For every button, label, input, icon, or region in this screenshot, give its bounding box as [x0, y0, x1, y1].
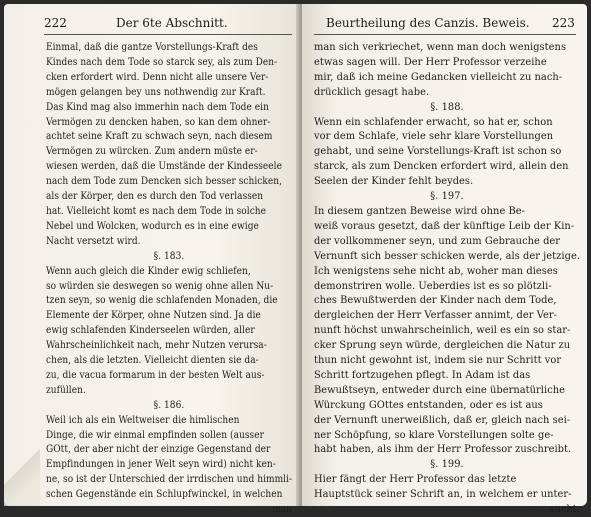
text-line: wiesen werden, daß die Umstände der Kindesseele [46, 160, 282, 173]
text-line: Dinge, die wir einmal empfinden sollen (ausser [46, 428, 264, 441]
text-line: Nacht versetzt wird. [46, 234, 141, 247]
text-line: nunft höchst unwahrscheinlich, weil es ein so star- [314, 324, 571, 337]
text-line: ches Bewußtwerden der Kinder nach dem Tode, [314, 294, 557, 307]
text-line: mögen gelangen bey uns nothwendig zur Kraft. [46, 85, 266, 98]
text-line: drücklich gesagt habe. [314, 85, 430, 98]
text-line: chen, als die letzten. Vielleicht dienten sie da- [46, 354, 259, 367]
text-line: Ich wenigstens sehe nicht ab, woher man dieses [314, 264, 558, 277]
text-line: Wahrscheinlichkeit nach, mehr Nutzen verursa- [46, 339, 267, 352]
text-line: Vernunft sich besser schicken werde, als der jetzige. [314, 249, 581, 262]
text-line: GOtt, der aber nicht der einzige Gegenstand der [46, 443, 271, 456]
text-line: sucht, [549, 503, 580, 516]
text-line: Bewußtseyn, entweder durch eine übernatürliche [314, 383, 566, 396]
right-page [302, 4, 587, 516]
text-line: Wenn auch gleich die Kinder ewig schliefen, [46, 264, 251, 277]
text-line: vor dem Schlafe, viele sehr klare Vorstellungen [314, 130, 554, 143]
text-line: ner Schöpfung, so klare Vorstellungen solte ge- [314, 428, 554, 441]
text-line: Das Kind mag also immerhin nach dem Tode ein [46, 100, 269, 113]
text-line: Weil ich als ein Weltweiser die himlischen [46, 413, 240, 426]
text-line: zu, die vacua formarum in der besten Welt aus- [46, 368, 265, 381]
text-line: Hauptstück seiner Schrift an, in welchem er unter- [314, 488, 572, 501]
text-line: cker Sprung seyn würde, dergleichen die Natur zu [314, 339, 571, 352]
text-line: der vollkommener seyn, und zum Gebrauche der [314, 234, 561, 247]
text-line: Würckung GOttes entstanden, oder es ist aus [314, 398, 543, 411]
text-line: Schritt fortzugehen pflegt. In Adam ist das [314, 368, 531, 381]
page-number: 222 [44, 16, 67, 30]
text-line: Seelen der Kinder fehlt beydes. [314, 175, 474, 188]
text-line: tzen seyn, so wenig die schlafenden Monaden, die [46, 294, 278, 307]
text-line: hat. Vielleicht komt es nach dem Tode in solche [46, 204, 267, 217]
text-line: Einmal, daß die gantze Vorstellungs-Kraft des [46, 41, 258, 53]
text-line: als der Körper, den es durch den Tod verlassen [46, 190, 264, 203]
text-line: der Vernunft unerweißlich, daß er, gleich nach sei- [314, 413, 571, 426]
text-line: Empfindungen in jener Welt seyn wird) nicht ken- [46, 458, 276, 471]
running-head: Der 6te Abschnitt. [116, 16, 228, 30]
text-line: zufüllen. [46, 383, 86, 396]
text-line: habt haben, als ihm der Herr Professor zuschreibt. [314, 443, 572, 456]
open-book [4, 4, 587, 516]
text-line: gehabt, und seine Vorstellungs-Kraft ist schon so [314, 145, 562, 158]
header-rule [44, 34, 292, 35]
text-line: ne, so ist der Unterschied der irrdischen und himmli- [46, 473, 293, 486]
text-line: schen Gegenstände ein Schlupfwinckel, in welchen [46, 488, 283, 501]
text-line: Vermögen zu dencken haben, so kan dem ohner- [46, 115, 271, 128]
text-line: thun nicht gewohnt ist, indem sie nur Schritt vor [314, 354, 562, 367]
text-line: dergleichen der Herr Verfasser annimt, der Ver- [314, 309, 557, 322]
text-line: cken erfordert wird. Denn nicht alle unsere Ver- [46, 70, 269, 83]
header-rule [314, 34, 576, 35]
section-heading: §. 188. [430, 100, 464, 113]
text-line: In diesem gantzen Beweise wird ohne Be- [314, 204, 526, 217]
section-heading: §. 183. [153, 249, 185, 262]
page-curl [4, 446, 40, 506]
text-line: mir, daß ich meine Gedancken vielleicht zu nach- [314, 70, 563, 83]
left-page [4, 4, 300, 516]
page-body [314, 40, 580, 517]
text-line: Elemente der Körper, ohne Nutzen sind. Ja die [46, 309, 261, 322]
text-line: Nebel und Wolcken, wodurch es in eine ewige [46, 219, 259, 232]
page-number: 223 [552, 16, 575, 30]
page-body [46, 40, 292, 517]
text-line: starck, als zum Dencken erfordert wird, allein den [314, 160, 569, 173]
text-line: man sich verkriechet, wenn man doch wenigstens [314, 41, 567, 53]
text-line: ewig schlafenden Kinderseelen würden, aller [46, 324, 255, 337]
text-line: Wenn ein schlafender erwacht, so hat er, schon [314, 115, 553, 128]
text-line: Kindes nach dem Tode so starck sey, als zum Den- [46, 55, 278, 68]
text-line: achtet seine Kraft zu schwach seyn, nach diesem [46, 130, 273, 143]
text-line: demonstriren wolle. Ueberdies ist es so plötzli- [314, 279, 552, 292]
text-line: so würden sie deswegen so wenig ohne allen Nu- [46, 279, 274, 292]
running-head: Beurtheilung des Canzis. Beweis. [326, 16, 530, 30]
text-line: nach dem Tode zum Dencken sich besser schicken, [46, 175, 282, 188]
text-line: man [272, 503, 292, 516]
section-heading: §. 199. [430, 458, 464, 471]
section-heading: §. 186. [153, 398, 185, 411]
text-line: weiß voraus gesetzt, daß der künftige Leib der Kin- [314, 219, 575, 232]
text-line: Hier fängt der Herr Professor das letzte [314, 473, 517, 486]
text-line: Vermögen zu würcken. Zum andern müste er- [46, 145, 258, 158]
text-line: etwas sagen will. Der Herr Professor verzeihe [314, 55, 547, 68]
section-heading: §. 197. [430, 190, 464, 203]
